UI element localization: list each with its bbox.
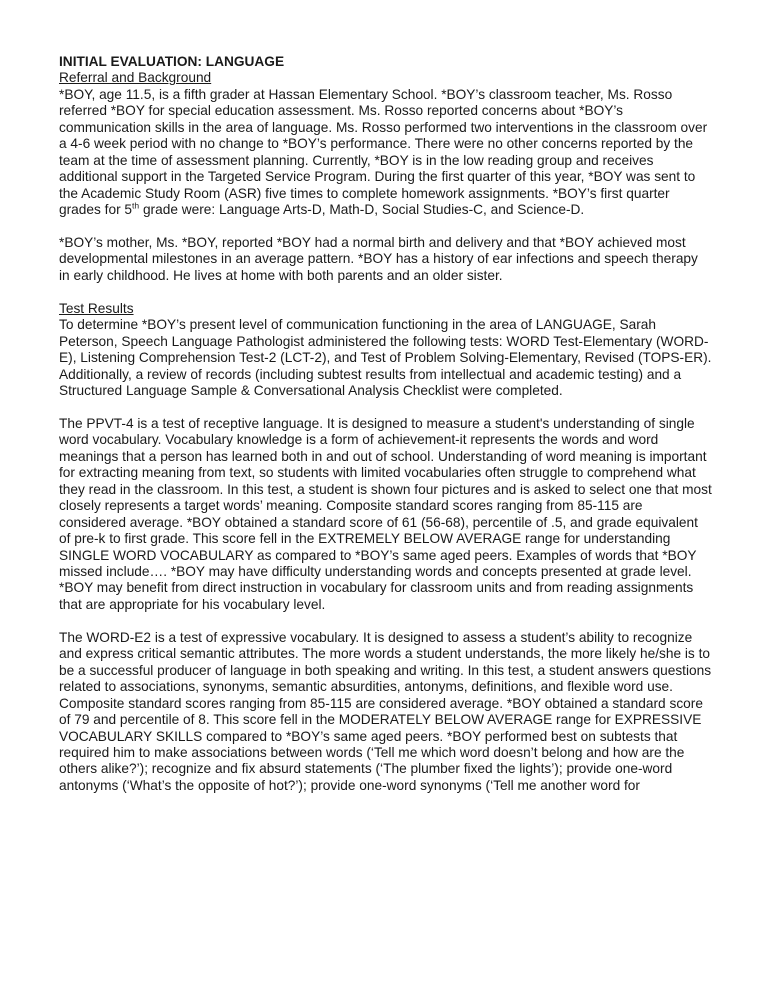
paragraph: The PPVT-4 is a test of receptive language. It is designed to measure a student's understanding of single word vocabulary. Vocabulary knowledge is a form of achievement-it represents the words and word meanings that a person has learned both in and out of school. Understanding of word meaning is important for extracting meaning from text, so students with limited vocabularies often struggle to comprehend what they read in the classroom. In this test, a student is shown four pictures and is asked to select one that most closely represents a target words’ meaning. Composite standard scores ranging from 85-115 are considered average. *BOY obtained a standard score of 61 (56-68), percentile of .5, and grade equivalent of pre-k to first grade. This score fell in the EXTREMELY BELOW AVERAGE range for understanding SINGLE WORD VOCABULARY as compared to *BOY’s same aged peers. Examples of words that *BOY missed include…. *BOY may have difficulty understanding words and concepts presented at grade level. *BOY may benefit from direct instruction in vocabulary for classroom units and from reading assignments that are appropriate for his vocabulary level. <box>59 415 712 612</box>
document-body <box>59 70 712 794</box>
section-heading: Test Results <box>59 300 134 316</box>
document-title: INITIAL EVALUATION: LANGUAGE <box>59 54 285 69</box>
paragraph: To determine *BOY’s present level of communication functioning in the area of LANGUAGE, Sarah Peterson, Speech Language Pathologist administered the following tests: WORD Test-Elementary (WORD-E), Listening Comprehension Test-2 (LCT-2), and Test of Problem Solving-Elementary, Revised (TOPS-ER). Additionally, a review of records (including subtest results from intellectual and academic testing) and a Structured Language Sample & Conversational Analysis Checklist were completed. <box>59 317 712 399</box>
section-heading: Referral and Background <box>59 70 212 86</box>
paragraph: *BOY’s mother, Ms. *BOY, reported *BOY had a normal birth and delivery and that *BOY achieved most developmental milestones in an average pattern. *BOY has a history of ear infections and speech therapy in early childhood. He lives at home with both parents and an older sister. <box>59 234 698 283</box>
paragraph: *BOY, age 11.5, is a fifth grader at Hassan Elementary School. *BOY’s classroom teacher, Ms. Rosso referred *BOY for special education assessment. Ms. Rosso reported concerns about *BOY’s communication skills in the area of language. Ms. Rosso performed two interventions in the classroom over a 4-6 week period with no change to *BOY’s performance. There were no other concerns reported by the team at the time of assessment planning. Currently, *BOY is in the low reading group and receives additional support in the Targeted Service Program. During the first quarter of this year, *BOY was sent to the Academic Study Room (ASR) five times to complete homework assignments. *BOY’s first quarter grades for 5th grade were: Language Arts-D, Math-D, Social Studies-C, and Science-D. <box>59 86 708 218</box>
paragraph: The WORD-E2 is a test of expressive vocabulary. It is designed to assess a student’s ability to recognize and express critical semantic attributes. The more words a student understands, the more likely he/she is to be a successful producer of language in both speaking and writing. In this test, a student answers questions related to associations, synonyms, semantic absurdities, antonyms, definitions, and flexible word use. Composite standard scores ranging from 85-115 are considered average. *BOY obtained a standard score of 79 and percentile of 8. This score fell in the MODERATELY BELOW AVERAGE range for EXPRESSIVE VOCABULARY SKILLS compared to *BOY’s same aged peers. *BOY performed best on subtests that required him to make associations between words (‘Tell me which word doesn’t belong and how are the others alike?’); recognize and fix absurd statements (‘The plumber fixed the lights’); provide one-word antonyms (‘What’s the opposite of hot?’); provide one-word synonyms (‘Tell me another word for <box>59 629 712 793</box>
superscript-ordinal: th <box>132 200 140 211</box>
